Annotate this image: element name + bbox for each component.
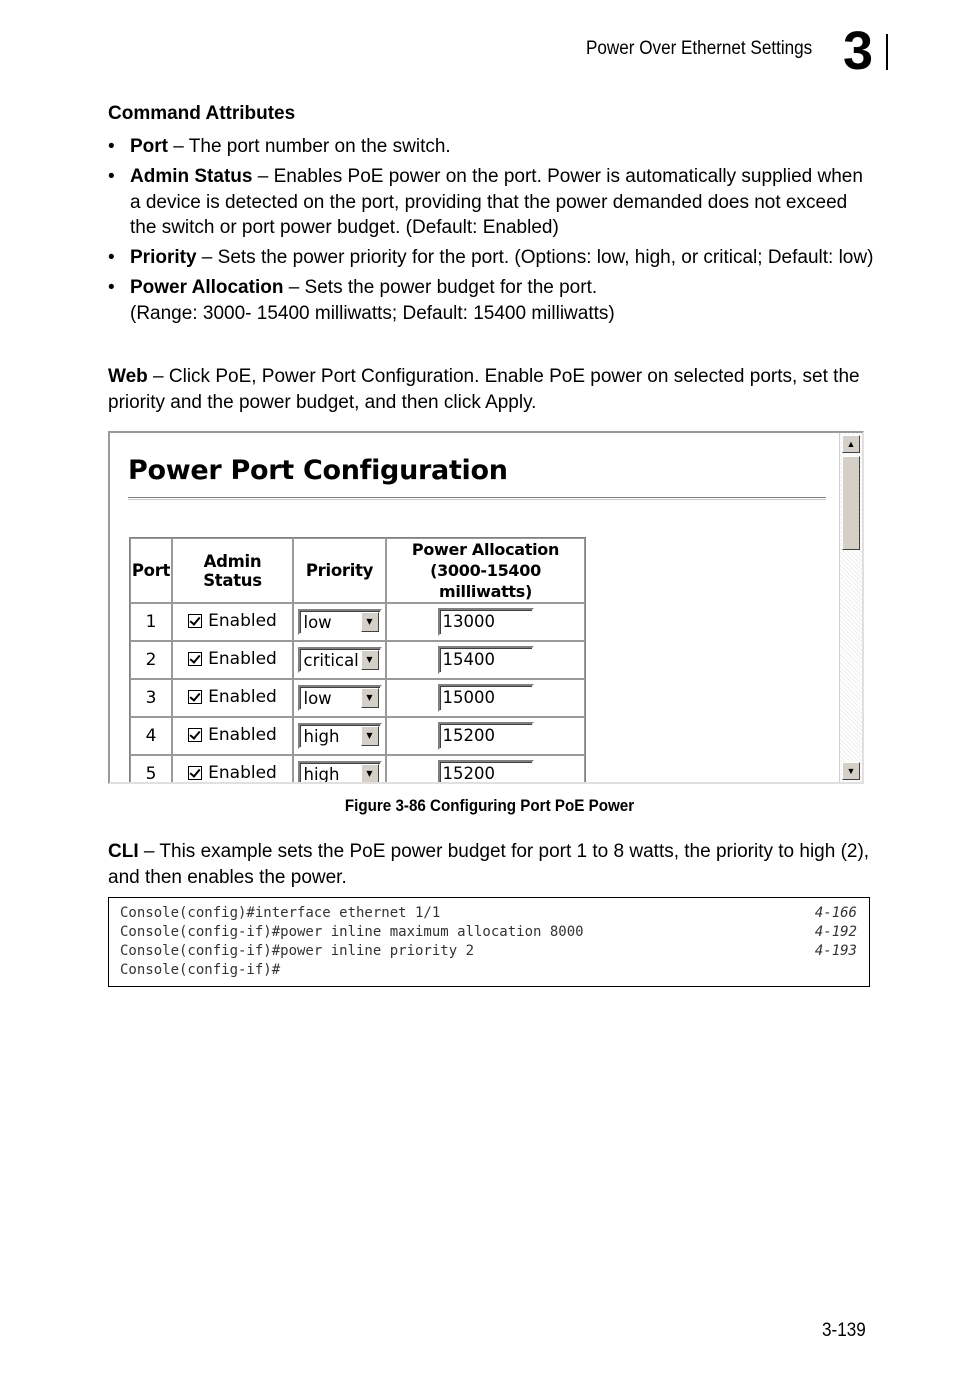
priority-value: high (303, 726, 340, 746)
allocation-input[interactable]: 13000 (438, 608, 534, 636)
admin-status-label: Enabled (208, 649, 277, 669)
attribute-term: Port (130, 136, 168, 157)
priority-value: critical (303, 650, 359, 670)
code-line: Console(config)#interface ethernet 1/1 (120, 905, 441, 921)
table-row (130, 717, 585, 755)
code-reference: 4-193 (814, 943, 857, 959)
web-text: – Click PoE, Power Port Configuration. Enable PoE power on selected ports, set the priority and the power budget, and then click Apply. (108, 366, 860, 413)
allocation-input[interactable]: 15400 (438, 646, 534, 674)
running-header: Power Over Ethernet Settings (586, 38, 813, 59)
admin-status-checkbox[interactable] (188, 728, 202, 742)
power-port-table (129, 537, 586, 784)
admin-status-cell (172, 641, 293, 679)
allocation-input[interactable]: 15200 (438, 722, 534, 750)
bullet: • (108, 277, 115, 298)
attribute-description: – The port number on the switch. (168, 136, 451, 157)
scrollbar-thumb[interactable] (842, 456, 860, 550)
attribute-term: Priority (130, 247, 197, 268)
admin-status-cell (172, 603, 293, 641)
attribute-description: – Sets the power budget for the port. (283, 277, 598, 298)
column-header-port: Port (130, 538, 172, 603)
code-reference: 4-192 (814, 924, 857, 940)
admin-status-label: Enabled (208, 611, 277, 631)
allocation-cell (386, 641, 585, 679)
allocation-cell (386, 755, 585, 784)
priority-select[interactable] (298, 647, 382, 673)
alloc-header-line1: Power Allocation (411, 540, 560, 559)
attribute-range: (Range: 3000- 15400 milliwatts; Default: 15400 milliwatts) (130, 302, 615, 324)
priority-cell (293, 679, 386, 717)
priority-value: low (303, 612, 332, 632)
admin-status-cell (172, 755, 293, 784)
scroll-down-arrow-icon[interactable]: ▼ (842, 762, 860, 780)
cli-instructions (108, 839, 878, 890)
attribute-item-admin-status (108, 164, 878, 241)
priority-select[interactable] (298, 685, 382, 711)
attribute-term: Power Allocation (130, 277, 284, 298)
admin-status-cell (172, 717, 293, 755)
priority-select[interactable] (298, 723, 382, 749)
web-instructions (108, 364, 878, 415)
table-header-row (130, 538, 585, 603)
panel-title: Power Port Configuration (128, 455, 508, 486)
table-row (130, 603, 585, 641)
priority-value: low (303, 688, 332, 708)
admin-status-checkbox[interactable] (188, 652, 202, 666)
figure-caption: Figure 3-86 Configuring Port PoE Power (344, 797, 635, 815)
cli-code-block (108, 897, 870, 987)
dropdown-arrow-icon[interactable]: ▼ (361, 726, 379, 746)
scroll-up-arrow-icon[interactable]: ▲ (842, 435, 860, 453)
web-label: Web (108, 366, 148, 387)
table-row (130, 755, 585, 784)
priority-cell (293, 755, 386, 784)
admin-status-label: Enabled (208, 687, 277, 707)
code-reference: 4-166 (814, 905, 857, 921)
priority-select[interactable] (298, 761, 382, 784)
cli-text: – This example sets the PoE power budget for port 1 to 8 watts, the priority to high (2), and then enables the power. (108, 841, 870, 888)
dropdown-arrow-icon[interactable]: ▼ (361, 764, 379, 784)
priority-cell (293, 717, 386, 755)
code-line: Console(config-if)# (120, 962, 281, 978)
dropdown-arrow-icon[interactable]: ▼ (361, 650, 379, 670)
allocation-cell (386, 603, 585, 641)
column-header-power-allocation (386, 538, 585, 603)
table-row (130, 641, 585, 679)
allocation-cell (386, 679, 585, 717)
column-header-admin-status: Admin Status (172, 538, 293, 603)
dropdown-arrow-icon[interactable]: ▼ (361, 688, 379, 708)
cli-label: CLI (108, 841, 139, 862)
bullet: • (108, 166, 115, 187)
admin-status-checkbox[interactable] (188, 690, 202, 704)
section-heading: Command Attributes (108, 103, 296, 124)
bullet: • (108, 136, 115, 157)
attribute-description: – Enables PoE power on the port. Power is automatically supplied when a device is detected on the port, providing that the power demanded does not exceed the switch or port power budget. (Default: Enabled) (130, 166, 863, 238)
attribute-item-port (108, 134, 878, 160)
port-cell: 4 (130, 717, 172, 755)
chapter-number: 3 (843, 21, 874, 81)
port-cell: 2 (130, 641, 172, 679)
code-line: Console(config-if)#power inline maximum allocation 8000 (120, 924, 584, 940)
admin-status-checkbox[interactable] (188, 766, 202, 780)
admin-status-checkbox[interactable] (188, 614, 202, 628)
port-cell: 3 (130, 679, 172, 717)
port-cell: 1 (130, 603, 172, 641)
admin-status-label: Enabled (208, 763, 277, 783)
bullet: • (108, 247, 115, 268)
attribute-item-priority (108, 245, 878, 271)
power-port-config-screenshot (108, 431, 864, 784)
alloc-header-line2: (3000-15400 milliwatts) (430, 561, 541, 601)
priority-select[interactable] (298, 609, 382, 635)
title-divider (128, 497, 826, 499)
admin-status-cell (172, 679, 293, 717)
allocation-input[interactable]: 15000 (438, 684, 534, 712)
allocation-input[interactable]: 15200 (438, 760, 534, 784)
priority-cell (293, 603, 386, 641)
attribute-item-power-allocation (108, 275, 878, 326)
priority-cell (293, 641, 386, 679)
priority-value: high (303, 764, 340, 784)
dropdown-arrow-icon[interactable]: ▼ (361, 612, 379, 632)
chapter-divider (886, 34, 888, 70)
vertical-scrollbar[interactable] (839, 433, 862, 782)
allocation-cell (386, 717, 585, 755)
attribute-term: Admin Status (130, 166, 253, 187)
admin-status-label: Enabled (208, 725, 277, 745)
table-row (130, 679, 585, 717)
attribute-list (108, 134, 878, 331)
port-cell: 5 (130, 755, 172, 784)
code-line: Console(config-if)#power inline priority 2 (120, 943, 475, 959)
page-number: 3-139 (822, 1320, 866, 1341)
attribute-description: – Sets the power priority for the port. (Options: low, high, or critical; Default: low) (196, 247, 874, 268)
column-header-priority: Priority (293, 538, 386, 603)
